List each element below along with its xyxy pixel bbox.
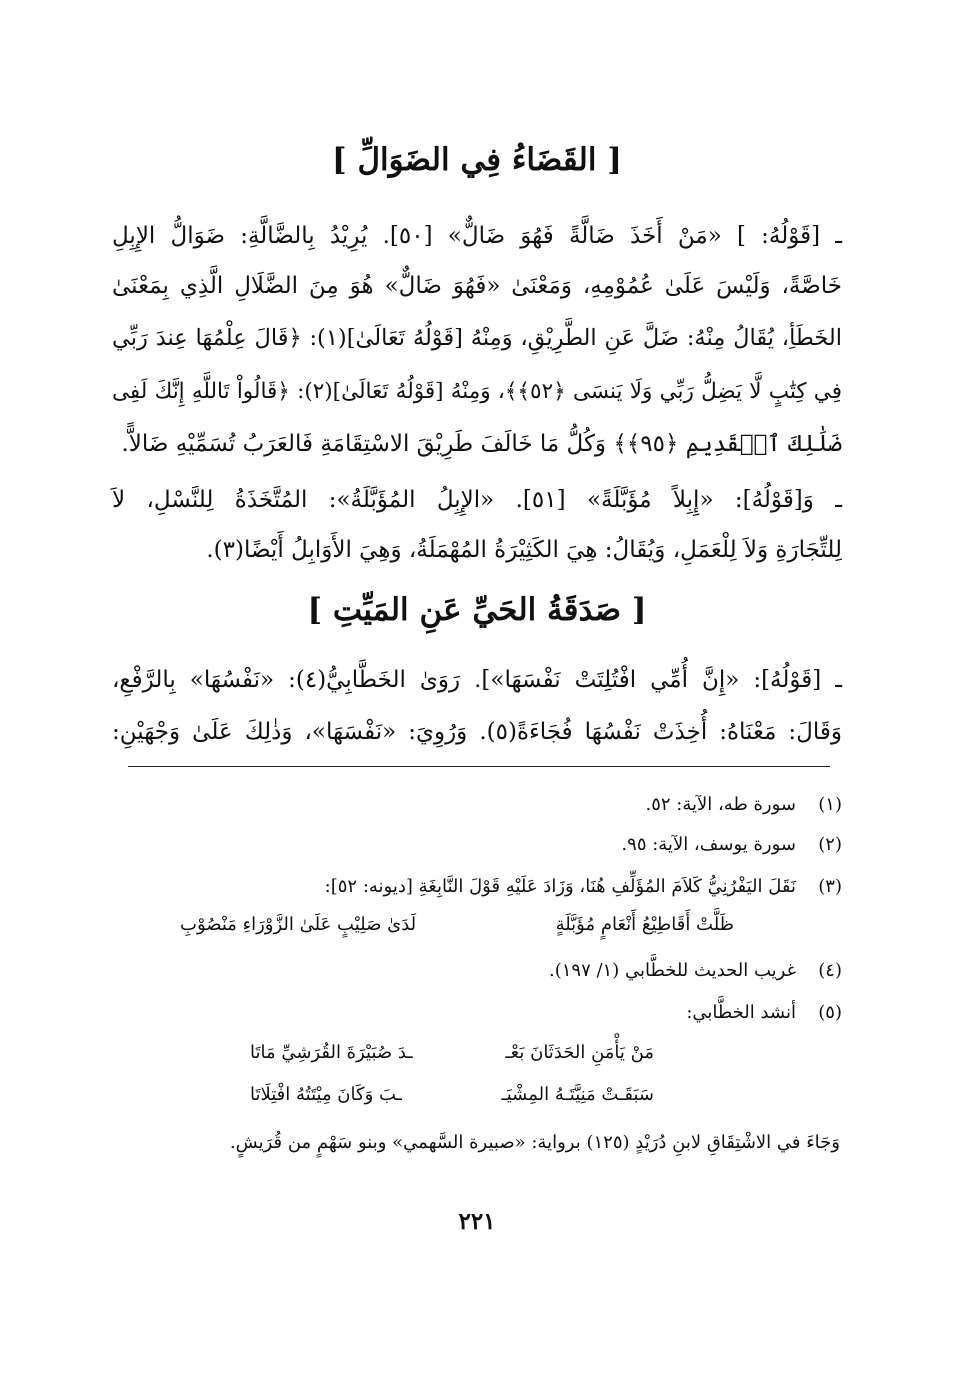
footnote-5 xyxy=(112,998,842,1028)
page-number: ٢٢١ xyxy=(458,1208,496,1235)
section-heading-charity-for-deceased: [ صَدَقَةُ الحَيِّ عَنِ المَيِّتِ ] xyxy=(307,592,647,628)
footnote-number: (٢) xyxy=(818,834,842,855)
footnote-separator xyxy=(128,766,830,767)
footnote-text: سورة يوسف، الآية: ٩٥. xyxy=(621,834,796,855)
verse-first-hemistich: مَنْ يَأْمَنِ الحَدَثَانَ بَعْـ xyxy=(505,1042,654,1063)
section-heading-lost-property: [ القَضَاءُ فِي الضَوَالِّ ] xyxy=(332,142,622,178)
footnote-text: نَقَلَ اليَفْرُنِيُّ كَلاَمَ المُؤَلِّفِ هُنَا، وَزَادَ عَلَيْهِ قَوْلَ النَّابِغَةِ [ديونه: ٥٢]: xyxy=(324,876,796,897)
footnote-number: (٤) xyxy=(818,960,842,981)
footnote-1 xyxy=(112,790,842,820)
footnote-number: (١) xyxy=(818,794,842,815)
text-line: ـ وَ[قَوْلُهُ]: «إِبِلاً مُؤَبَّلَةً» [٥١]. «الإِبِلُ المُؤَبَّلَةُ»: المُتَّخَذَةُ لِلنَّسْلِ، لاَ xyxy=(112,487,842,513)
footnote-number: (٥) xyxy=(818,1002,842,1023)
footnote-text: سورة طه، الآية: ٥٢. xyxy=(645,794,796,815)
footnote-text: أنشد الخطَّابي: xyxy=(686,1002,796,1023)
poem-verse xyxy=(180,914,734,935)
footnote-3 xyxy=(112,872,842,902)
footnote-2 xyxy=(112,830,842,860)
footnote-text: غريب الحديث للخطَّابي (١/ ١٩٧). xyxy=(548,960,796,981)
footnote-number: (٣) xyxy=(818,876,842,897)
poem-verse xyxy=(250,1042,654,1063)
text-line: فِي كِتَٰبٍ لَّا يَضِلُّ رَبِّي وَلَا يَنسَى ﴿٥٢﴾﴾، وَمِنْهُ [قَوْلُهُ تَعَالَىٰ](٢): ﴿قَالُواْ تَاللَّهِ إِنَّكَ لَفِى xyxy=(112,379,842,404)
verse-second-hemistich: لَدَىٰ صَلِيْبٍ عَلَىٰ الزَّوْرَاءِ مَنْصُوْبِ xyxy=(180,914,417,935)
verse-second-hemistich: ـدَ صُبَيْرَةَ القُرَشِيِّ مَاتَا xyxy=(250,1042,413,1063)
verse-first-hemistich: ظَلَّتْ أَقَاطِيْعُ أَنْعَامٍ مُؤَبَّلَةٍ xyxy=(555,914,734,935)
text-line: ـ [قَوْلُهُ]: «إِنَّ أُمِّي افْتُلِتَتْ نَفْسَهَا»]. رَوَىٰ الخَطَّابِيُّ(٤): «نَفْسُهَا» بِالرَّفْعِ، xyxy=(112,667,842,693)
footnote-5-note: وَجَاءَ في الاشْتِقَاقِ لابنِ دُرَيْدٍ (١٢٥) برواية: «صبيرة السَّهمي» وبنو سَهْمٍ من قُرَيشٍ. xyxy=(229,1132,840,1153)
text-line: لِلتِّجَارَةِ وَلاَ لِلْعَمَلِ، وَيُقَالُ: هِيَ الكَثِيْرَةُ المُهْمَلَةُ، وَهِيَ الأَوَابِلُ أَيْضًا(٣). xyxy=(206,537,842,563)
poem-verse xyxy=(250,1084,654,1105)
footnote-4 xyxy=(112,956,842,986)
verse-second-hemistich: ـبَ وَكَانَ مِيْتَتُهُ افْتِلَاتَا xyxy=(250,1084,402,1105)
text-line: الخَطَأِ، يُقَالُ مِنْهُ: ضَلَّ عَنِ الطَّرِيْقِ، وَمِنْهُ [قَوْلُهُ تَعَالَىٰ](١): ﴿قَالَ عِلْمُهَا عِندَ رَبِّي xyxy=(112,325,843,351)
text-line: ـ [قَوْلُهُ: ] «مَنْ أَخَذَ ضَالَّةً فَهُوَ ضَالٌّ» [٥٠]. يُرِيْدُ بِالضَّالَّةِ: ضَوَالُّ الإِبِلِ xyxy=(112,223,842,249)
text-line: ضَلَٰلِكَ ٱلۡقَدِيمِ ﴿٩٥﴾﴾ وَكُلُّ مَا خَالَفَ طَرِيْقَ الاسْتِقَامَةِ فَالعَرَبُ تُسَمِّيْهِ ضَالاًّ. xyxy=(121,431,842,457)
verse-first-hemistich: سَبَقَـتْ مَنِيَّتَـهُ المِشْيَـ xyxy=(501,1084,654,1105)
text-line: وَقَالَ: مَعْنَاهُ: أُخِذَتْ نَفْسُهَا فُجَاءَةً(٥). وَرُوِيَ: «نَفْسَهَا»، وَذٰلِكَ عَلَىٰ وَجْهَيْنِ: xyxy=(112,719,842,745)
text-line: خَاصَّةً، وَلَيْسَ عَلَىٰ عُمُوْمِهِ، وَمَعْنَىٰ «فَهُوَ ضَالٌّ» هُوَ مِنَ الضَّلَالِ الَّذِي بِمَعْنَىٰ xyxy=(112,273,842,299)
